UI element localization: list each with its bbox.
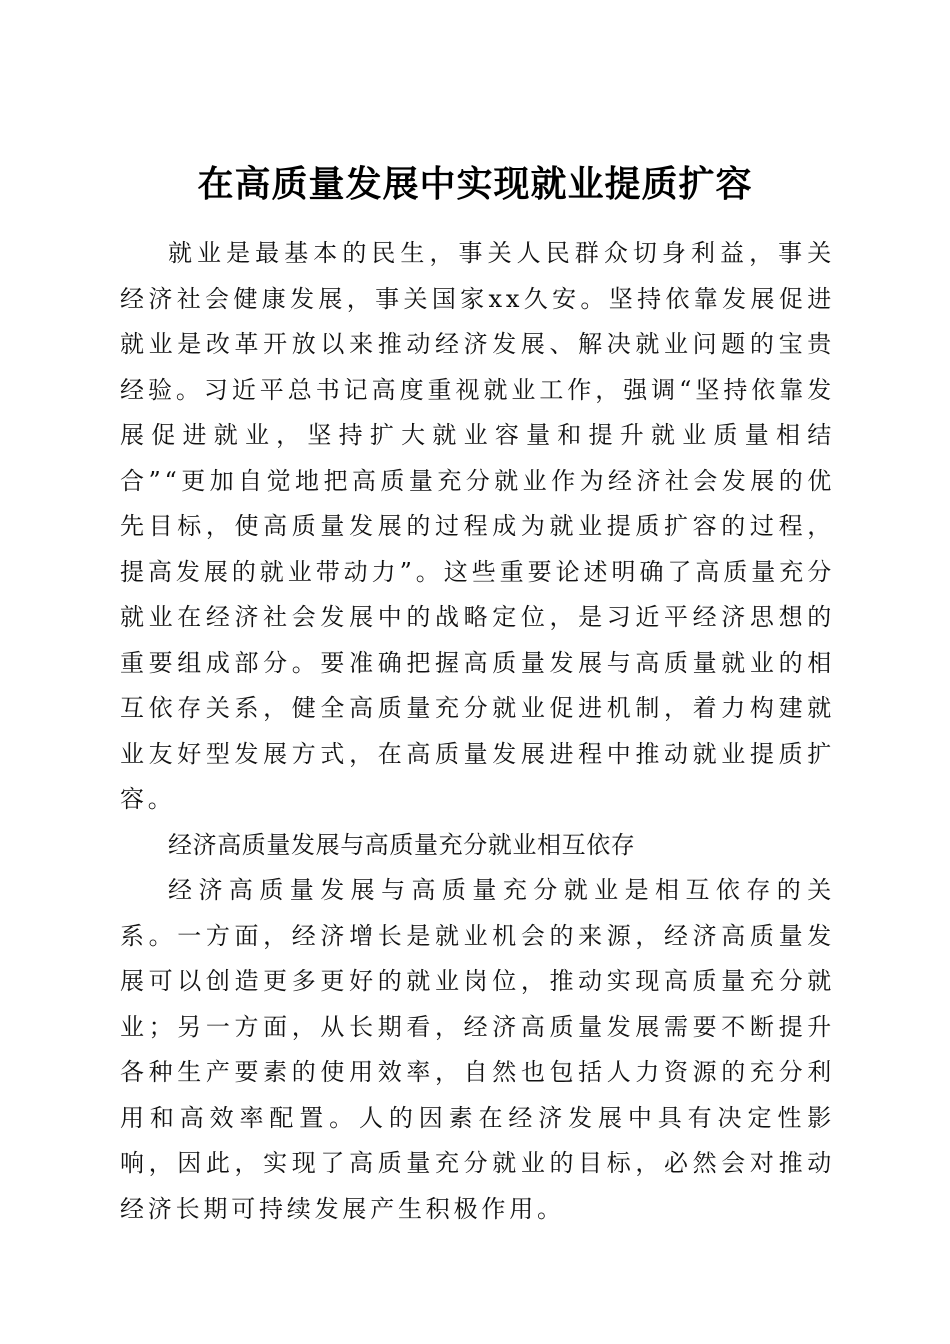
document-body (120, 231, 835, 1232)
section-heading: 经济高质量发展与高质量充分就业相互依存 (168, 830, 636, 859)
document-title: 在高质量发展中实现就业提质扩容 (197, 163, 753, 206)
paragraph-section-body: 经济高质量发展与高质量充分就业是相互依存的关系。一方面，经济增长是就业机会的来源，经济高质量发展可以创造更多更好的就业岗位，推动实现高质量充分就业；另一方面，从长期看，经济高质量发展需要不断提升各种生产要素的使用效率，自然也包括人力资源的充分利用和高效率配置。人的因素在经济发展中具有决定性影响，因此，实现了高质量充分就业的目标，必然会对推动经济长期可持续发展产生积极作用。 (120, 876, 835, 1223)
paragraph-intro: 就业是最基本的民生，事关人民群众切身利益，事关经济社会健康发展，事关国家xx久安。坚持依靠发展促进就业是改革开放以来推动经济发展、解决就业问题的宝贵经验。习近平总书记高度重视就业工作，强调“坚持依靠发展促进就业，坚持扩大就业容量和提升就业质量相结合”“更加自觉地把高质量充分就业作为经济社会发展的优先目标，使高质量发展的过程成为就业提质扩容的过程，提高发展的就业带动力”。这些重要论述明确了高质量充分就业在经济社会发展中的战略定位，是习近平经济思想的重要组成部分。要准确把握高质量发展与高质量就业的相互依存关系，健全高质量充分就业促进机制，着力构建就业友好型发展方式，在高质量发展进程中推动就业提质扩容。 (120, 239, 835, 813)
